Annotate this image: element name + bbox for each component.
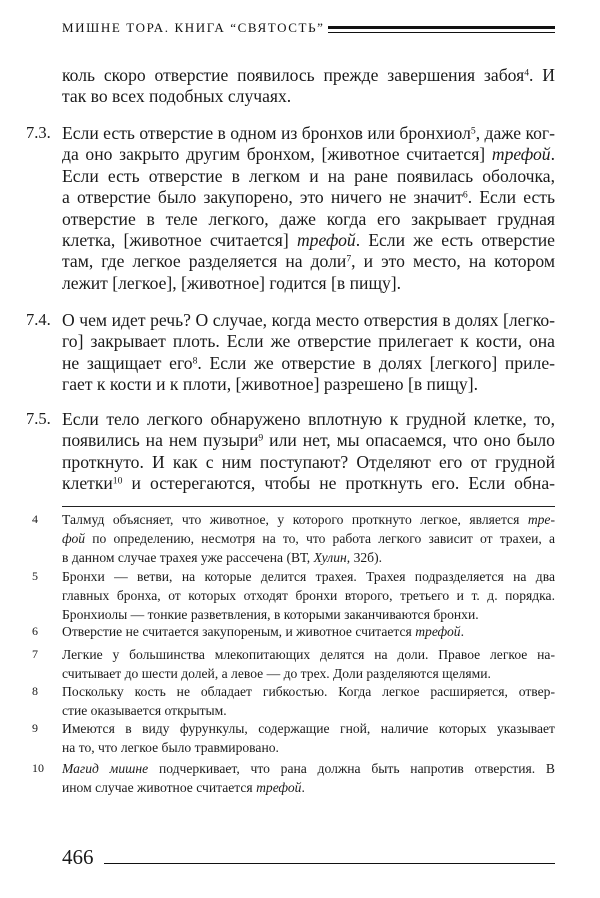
text-line <box>62 273 555 294</box>
text-run: не защищает его <box>62 352 193 373</box>
text-line <box>62 430 555 451</box>
paragraph <box>62 65 555 108</box>
text-run: Отверстие не считается закупореным, и животное считается <box>62 624 416 639</box>
text-run: считывает до шести долей, а левое — до трех. Доли разделяются щелями. <box>62 665 491 681</box>
paragraph <box>26 123 555 294</box>
text-run: , даже ког- <box>475 123 555 143</box>
footnote-ref: 4 <box>524 67 530 79</box>
page-number: 466 <box>62 845 94 869</box>
text-run: стие оказывается открытым. <box>62 702 227 718</box>
text-run: Талмуд объясняет, что животное, у которого проткнуто легкое, является <box>62 512 528 527</box>
text-run: Если тело легкого обнаружено вплотную к грудной клетке, то, <box>62 409 555 429</box>
text-run: , 32б). <box>346 549 383 565</box>
italic-term: трефой <box>256 779 302 795</box>
paragraph <box>26 409 555 495</box>
text-line <box>62 549 555 568</box>
text-run: . Если же есть отверстие <box>355 229 555 250</box>
text-line <box>62 144 555 165</box>
text-line <box>62 473 555 494</box>
text-line <box>62 452 555 473</box>
footnote <box>32 623 555 642</box>
italic-term: трефой <box>296 229 356 250</box>
footnote-ref: 7 <box>346 254 352 266</box>
text-line <box>62 606 555 625</box>
paragraph-number: 7.3. <box>26 123 51 142</box>
text-line <box>62 209 555 230</box>
footnote-separator <box>62 506 555 507</box>
footnote <box>32 646 555 684</box>
text-run: лежит [легкое], [животное] годится [в пищу]. <box>62 272 402 293</box>
text-run: го] закрывает плоть. Если же отверстие прилегает к кости, она <box>62 331 555 352</box>
header-double-rule <box>328 26 555 33</box>
text-line <box>62 86 555 107</box>
footnote-ref: 5 <box>470 125 476 137</box>
footnote-number: 7 <box>32 647 38 661</box>
text-run: Бронхиолы — тонкие разветвления, в которыми заканчиваются бронхи. <box>62 606 479 622</box>
text-run: а отверстие было закупорено, это ничего не значит <box>62 187 463 208</box>
text-run: . <box>550 144 555 165</box>
text-run: . И <box>529 65 555 85</box>
text-line <box>62 409 555 430</box>
text-run: ином случае животное считается <box>62 779 257 795</box>
footer-rule <box>104 863 556 864</box>
text-run: . Если есть <box>467 187 555 208</box>
paragraph-number: 7.4. <box>26 310 51 329</box>
paragraph <box>26 310 555 396</box>
footnote-number: 5 <box>32 569 38 583</box>
text-run: О чем идет речь? О случае, когда место отверстия в долях [легко- <box>62 310 555 330</box>
text-run: коль скоро отверстие появилось прежде завершения забоя <box>62 65 525 85</box>
footnote <box>32 683 555 721</box>
text-line <box>62 310 555 331</box>
footnote <box>32 720 555 758</box>
text-run: в данном случае трахея уже рассечена (ВТ, <box>62 549 314 565</box>
text-run: так во всех подобных случаях. <box>62 86 292 107</box>
italic-term: трефой <box>491 144 551 165</box>
text-run: главных бронха, от которых отходят бронхи второго, третьего и т. д. порядка. <box>62 587 555 603</box>
text-line <box>62 683 555 702</box>
footnote-number: 4 <box>32 512 38 526</box>
text-line <box>62 166 555 187</box>
text-run: гает к кости и к плоти, [животное] разрешено [в пищу]. <box>62 374 478 395</box>
footnote-ref: 6 <box>462 189 468 201</box>
text-line <box>62 739 555 758</box>
footnote-ref: 9 <box>258 433 264 445</box>
text-run: по определению, несмотря на то, что работа легкого зависит от трахеи, а <box>85 530 555 546</box>
text-run: клетка, [животное считается] <box>62 229 297 250</box>
text-line <box>62 623 555 642</box>
text-line <box>62 646 555 665</box>
text-run: Поскольку кость не обладает гибкостью. Когда легкое расширяется, отвер- <box>62 684 555 699</box>
footnote-number: 8 <box>32 684 38 698</box>
text-run: . <box>460 624 464 639</box>
text-line <box>62 511 555 530</box>
text-line <box>62 230 555 251</box>
text-run: Бронхи — ветви, на которые делится трахея. Трахея подразделяется на два <box>62 569 555 584</box>
running-header <box>62 19 555 37</box>
footnote-number: 6 <box>32 624 38 638</box>
text-run: Имеются в виду фурункулы, содержащие гной, наличие которых указывает <box>62 721 555 736</box>
text-run: там, где легкое разделяется на доли <box>62 251 347 272</box>
text-line <box>62 760 555 779</box>
text-line <box>62 530 555 549</box>
footnote-number: 10 <box>32 761 44 775</box>
italic-term: Магид мишне <box>62 761 149 776</box>
text-run: , и это место, на котором <box>351 251 555 272</box>
text-line <box>62 665 555 684</box>
text-run: Если есть отверстие в легком и на ране появилась оболочка, <box>62 165 555 186</box>
text-line <box>62 568 555 587</box>
footnote-ref: 8 <box>192 355 198 367</box>
page-footer <box>62 846 555 868</box>
text-line <box>62 331 555 352</box>
text-run: или нет, мы опасаемся, что оно было <box>263 430 555 451</box>
italic-term: фой <box>62 530 86 546</box>
text-run: появились на нем пузыри <box>62 430 259 451</box>
italic-term: трефой <box>415 624 461 639</box>
text-run: . Если же отверстие в долях [легкого] приле- <box>197 352 555 373</box>
text-run: клетки <box>62 473 113 494</box>
text-run: Легкие у большинства млекопитающих делятся на доли. Правое легкое на- <box>62 647 555 662</box>
text-run: отверстие в теле легкого, даже когда его закрывает грудная <box>62 208 555 229</box>
text-run: Если есть отверстие в одном из бронхов или бронхиол <box>62 123 471 143</box>
text-line <box>62 587 555 606</box>
text-line <box>62 353 555 374</box>
text-run: на то, что легкое было травмировано. <box>62 739 279 755</box>
text-line <box>62 702 555 721</box>
footnote-number: 9 <box>32 721 38 735</box>
text-run: подчеркивает, что рана должна быть напротив отверстия. В <box>148 761 555 776</box>
text-line <box>62 720 555 739</box>
header-title: МИШНЕ ТОРА. КНИГА “СВЯТОСТЬ” <box>62 20 325 35</box>
footnote <box>32 568 555 624</box>
paragraph-number: 7.5. <box>26 409 51 428</box>
italic-term: Хулин <box>313 549 347 565</box>
footnote <box>32 511 555 567</box>
text-line <box>62 187 555 208</box>
text-run: да оно закрыто другим бронхом, [животное считается] <box>62 144 492 165</box>
text-run: . <box>301 779 305 795</box>
footnote-ref: 10 <box>112 475 123 487</box>
text-line <box>62 123 555 144</box>
text-line <box>62 779 555 798</box>
footnote <box>32 760 555 798</box>
text-line <box>62 65 555 86</box>
text-line <box>62 374 555 395</box>
text-line <box>62 251 555 272</box>
italic-term: тре- <box>527 512 555 527</box>
text-run: проткнуто. И как с ним поступают? Отделяют его от грудной <box>62 451 555 472</box>
text-run: и остерегаются, чтобы не проткнуть его. Если обна- <box>122 473 555 494</box>
